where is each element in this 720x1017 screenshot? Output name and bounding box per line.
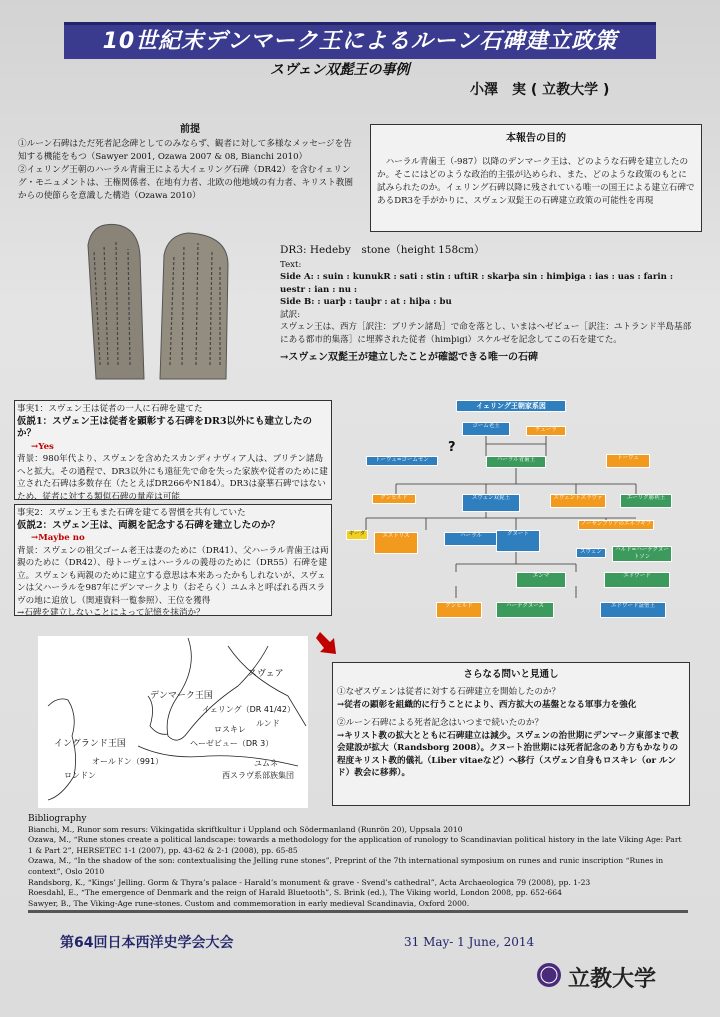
family-gunhild2: グンヒルド: [436, 602, 482, 618]
family-tove: トーヴェ: [606, 454, 650, 468]
bibliography-item: Bianchi, M., Runor som resurs: Vikingatida skriftkultur i Uppland och Södermanland (Runrön 20), Uppsala 2010: [28, 824, 463, 834]
family-harald2: ハーラル: [444, 532, 498, 546]
map-label-england: イングランド王国: [54, 739, 126, 749]
family-sven2: スヴェン: [576, 548, 606, 558]
family-thyra: チューラ: [526, 426, 566, 436]
family-question: ?: [448, 440, 456, 455]
premise-text: [18, 138, 358, 203]
university-logo-text: 立教大学: [568, 967, 657, 992]
map-label-slavs: 西スラヴ系部族集団: [222, 771, 294, 780]
family-edward2: エドワード証聖王: [600, 602, 666, 618]
bibliography-item: Ozawa, M., “Rune stones create a political landscape: towards a methodology for the application of runology to Scandinavian political history in the late Viking Age: Part 1 & Part 2”, HERSETEC 1-1 (2007), pp. 43-62 & 2-1 (2008), pp. 65-85: [28, 835, 682, 855]
family-estrid: エストリズ: [374, 532, 418, 554]
purpose-text: ハーラル青歯王（-987）以降のデンマーク王は、どのような石碑を建立したのか。そこにはどのような政治的主張が込められ、また、どのような政策のもとに試みられたのか。イェリング石碑以降に残されている唯一の国王による建立石碑であるDR3を手がかりに、スヴェン双髭王の石碑建立政策の可能性を再現: [377, 157, 695, 206]
dr3-side-a: Side A: : suin : kunukR : sati : stin : uftiR : skarþa sin : himþiga : ias : uas : farin : uestr : ian : nu :: [280, 272, 674, 295]
dr3-section: [280, 244, 692, 365]
red-arrow-icon: [316, 630, 340, 658]
map-label-jomne: ユムネ: [254, 759, 278, 768]
fact1-answer: →Yes: [31, 441, 54, 452]
dr3-side-b: Side B: : uarþ : tauþr : at : hiþa : bu: [280, 297, 452, 307]
further-a2: →キリスト教の拡大とともに石碑建立は減少。スヴェンの治世期にデンマーク東部まで教会建設が拡大（Randsborg 2008）。クヌート治世期には死者記念のあり方もかなりの程度キリスト教的儀礼（Liber vitaeなど）へ移行（スヴェン自身もロスキレ（or ルンド）教会に移葬）。: [337, 730, 679, 778]
bibliography-item: Randsborg, K., “Kings’ Jelling. Gorm & Thyra’s palace - Harald’s monument & grave - Svend’s cathedral”, Acta Archaeologica 79 (2008), pp. 1-23: [28, 877, 591, 887]
family-harald: ハーラル青歯王: [486, 456, 546, 468]
map-label-maldon: オールドン（991）: [92, 757, 164, 766]
footer-divider: [28, 910, 688, 913]
conference-dates: 31 May- 1 June, 2014: [404, 935, 535, 949]
bibliography-item: Ozawa, M., “In the shadow of the son: contextualising the Jelling rune stones”, Preprint of the 7th international symposium on runes and runic inscription “Runes in context”, Oslo 2010: [28, 856, 664, 876]
subtitle: スヴェン双髭王の事例: [270, 62, 410, 78]
fact2-text: 背景：スヴェンの祖父ゴーム老王は妻のために（DR41）、父ハーラル青歯王は両親のために（DR42）、母トーヴェはハーラルの義母のために（DR55）石碑を建立。スヴェンも両親のために建立する意思は本来あったかもしれないが、スヴェンは父ハーラルを987年にデンマークより（おそらく）ユムネと呼ばれる西スラヴの地に追放し（関連資料一覧参照）、王位を獲得: [17, 545, 329, 606]
family-svantoslava: スヴェントスラヴァ: [550, 494, 606, 508]
further-content: [337, 686, 685, 780]
premise-heading: 前提: [180, 124, 200, 135]
bibliography-item: Sawyer, B., The Viking-Age rune-stones. Custom and commemoration in early medieval Scandinavia, Oxford 2000.: [28, 898, 470, 908]
map-label-svea: スヴェア: [248, 669, 284, 679]
map-label-hedeby: ヘーゼビュー（DR 3）: [190, 739, 274, 748]
further-heading: さらなる問いと見通し: [463, 669, 559, 680]
family-sven: スヴェン双髭王: [462, 494, 520, 512]
family-tree: [336, 396, 696, 626]
runestone-image: [78, 215, 238, 383]
fact1-hypothesis: 仮説1：スヴェン王は従者を顕彰する石碑をDR3以外にも建立したのか？: [17, 415, 312, 439]
map-label-london: ロンドン: [64, 771, 96, 780]
bibliography: [28, 814, 688, 909]
premise-point-2: ②イェリング王朝のハーラル青歯王による大イェリング石碑（DR42）を含むイェリング・モニュメントは、王権関係者、在地有力者、北欧の他地域の有力者、キリスト教圏からの使節らを意識した構造（Ozawa 2010）: [18, 165, 353, 201]
further-q2: ②ルーン石碑による死者記念はいつまで続いたのか？: [337, 718, 544, 728]
fact2-box: [14, 504, 332, 616]
purpose-heading: 本報告の目的: [506, 133, 566, 144]
fact2-answer: →Maybe no: [31, 533, 85, 543]
family-harald3: ハルド=ハーデクヌートソン: [612, 546, 672, 562]
family-emma: エンマ: [516, 572, 566, 588]
family-knut: クヌート: [496, 530, 540, 552]
bibliography-heading: Bibliography: [28, 814, 87, 824]
family-gunhild: グンヒルド: [372, 494, 416, 504]
author: 小澤 実 ( 立教大学 ): [470, 82, 610, 98]
map-label-lund: ルンド: [256, 719, 280, 728]
map-label-denmark: デンマーク王国: [150, 691, 213, 701]
family-tree-title: イェリング王朝家系図: [456, 400, 566, 412]
premise-point-1: ①ルーン石碑はただ死者記念碑としてのみならず、観者に対して多様なメッセージを告知する機能をもつ（Sawyer 2001, Ozawa 2007 & 08, Bianchi 2010）: [18, 139, 352, 162]
family-norway: ノーサンブリアのエルフギフ: [578, 520, 654, 530]
dr3-translation: スヴェン王は、西方［訳注：ブリテン諸島］で命を落とし、いまはヘゼビュー［訳注：ユトランド半島基部にある都市的集落］に埋葬された従者（himþigi）スケルゼを記念してこの石を建てた。: [280, 322, 692, 345]
map-label-jelling: イェリング（DR 41/42）: [202, 705, 295, 714]
family-gyda: ギーダ: [346, 530, 368, 540]
family-gorm: ゴーム老王: [462, 422, 510, 436]
fact2-hypothesis: 仮説2：スヴェン王は、両親を記念する石碑を建立したのか？: [17, 519, 280, 531]
page-title: 10世紀末デンマーク王によるルーン石碑建立政策: [102, 29, 618, 54]
further-a1: →従者の顕彰を組織的に行うことにより、西方拡大の基盤となる軍事力を強化: [337, 699, 637, 710]
fact1-text: 背景：980年代より、スヴェンを含めたスカンディナヴィア人は、ブリテン諸島へと拡大。その過程で、DR3以外にも遠征先で命を失った家族や従者のために建立された石碑は多数存在（たとえばDR266やN184）。DR3は豪華石碑ではないため、従者に対する類似石碑の量産は可能: [17, 454, 328, 502]
dr3-conclusion: →スヴェン双髭王が建立したことが確認できる唯一の石碑: [280, 352, 538, 363]
family-tove-obo: トーヴェ=ゴームセン: [366, 456, 438, 466]
university-seal-icon: [536, 962, 562, 988]
dr3-heading: DR3: Hedeby stone（height 158cm）: [280, 244, 485, 256]
dr3-text-label: Text:: [280, 259, 302, 270]
purpose-box: [370, 124, 702, 232]
fact2-end: →石碑を建立しないことによって記憶を抹消か？: [17, 608, 205, 618]
fact2-line: 事実2：スヴェン王もまた石碑を建てる習慣を共有していた: [17, 508, 246, 518]
family-hardeknut: ハーデクヌーズ: [496, 602, 554, 618]
further-box: [332, 662, 690, 806]
fact1-box: [14, 400, 332, 500]
bibliography-item: Roesdahl, E., “The emergence of Denmark and the reign of Harald Bluetooth”, S. Brink (ed.), The Viking world, London 2008, pp. 652-664: [28, 888, 562, 898]
dr3-translation-label: 試訳:: [280, 309, 301, 320]
map: [38, 636, 308, 808]
fact1-line: 事実1：スヴェン王は従者の一人に石碑を建てた: [17, 404, 203, 414]
map-label-roskilde: ロスキレ: [214, 725, 246, 734]
family-erik: エーリク勝利王: [620, 494, 672, 508]
conference-name: 第64回日本西洋史学会大会: [60, 935, 234, 951]
family-edward: エドワード: [604, 572, 670, 588]
further-q1: ①なぜスヴェンは従者に対する石碑建立を開始したのか？: [337, 687, 561, 697]
